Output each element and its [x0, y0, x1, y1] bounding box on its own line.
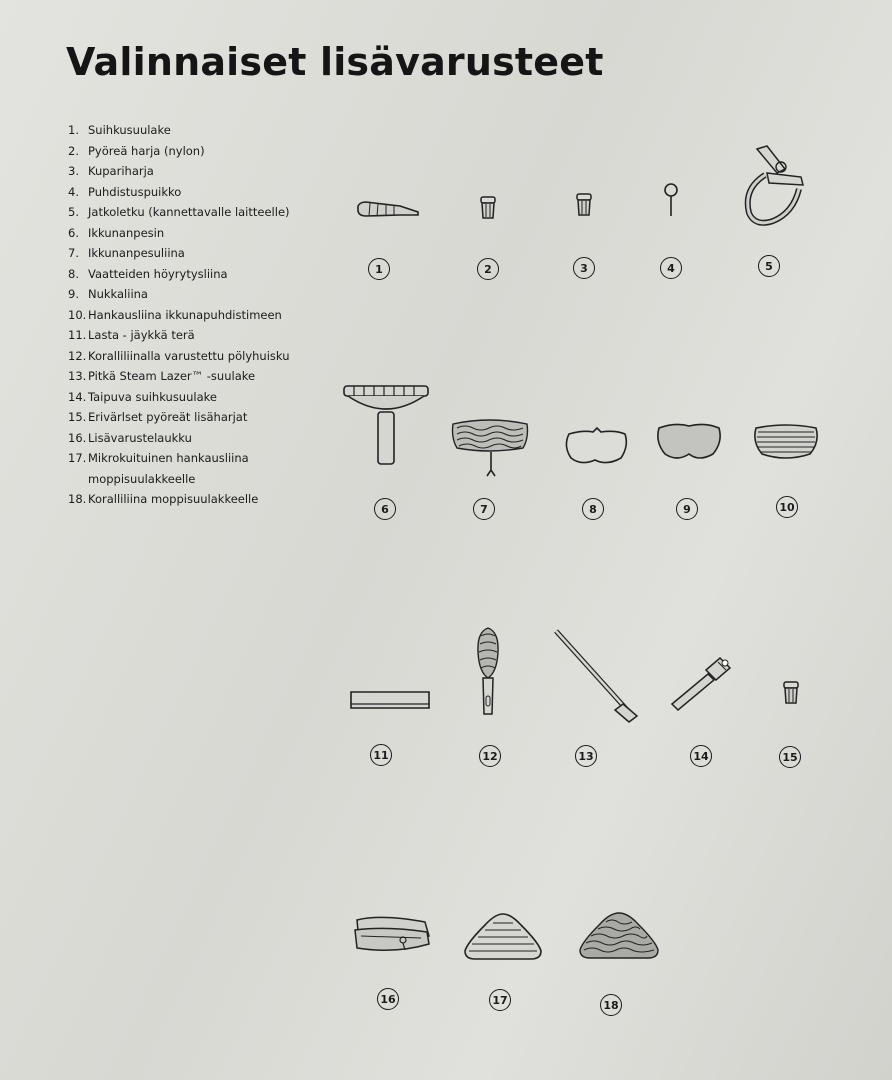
squeegee-blade-icon [349, 688, 431, 712]
item-number-badge: 4 [660, 257, 682, 279]
list-item: 16. Lisävarustelaukku [68, 430, 192, 445]
item-number-badge: 16 [377, 988, 399, 1010]
lint-cloth-icon [655, 420, 723, 462]
item-number-badge: 11 [370, 744, 392, 766]
flexible-nozzle-icon [668, 654, 734, 712]
list-item: 17. Mikrokuituinen hankausliina moppisuulakkeelle [68, 451, 249, 486]
list-item: 2. Pyöreä harja (nylon) [68, 143, 205, 158]
list-item: 14. Taipuva suihkusuulake [68, 389, 217, 404]
list-item: 9. Nukkaliina [68, 287, 148, 301]
accessory-bag-icon [351, 912, 433, 954]
item-number-badge: 10 [776, 496, 798, 518]
item-number-badge: 8 [582, 498, 604, 520]
round-brush-icon [479, 196, 497, 220]
list-item: 12. Koralliliinalla varustettu pölyhuisku [68, 348, 290, 363]
window-cloth-icon [449, 414, 531, 478]
microfiber-pad-icon [461, 911, 545, 961]
list-item: 10. Hankausliina ikkunapuhdistimeen [68, 307, 282, 322]
item-number-badge: 9 [676, 498, 698, 520]
garment-steam-cloth-icon [563, 424, 629, 468]
colored-brush-icon [782, 681, 800, 705]
list-item: 6. Ikkunanpesin [68, 225, 165, 240]
list-item: 18. Koralliliina moppisuulakkeelle [68, 492, 259, 506]
copper-brush-icon [575, 193, 593, 217]
list-item: 4. Puhdistuspuikko [68, 184, 182, 199]
item-number-badge: 13 [575, 745, 597, 767]
list-item: 15. Erivärlset pyöreät lisäharjat [68, 410, 248, 424]
item-number-badge: 7 [473, 498, 495, 520]
list-item: 5. Jatkoletku (kannettavalle laitteelle) [68, 205, 290, 219]
cleaning-pin-icon [663, 182, 679, 218]
scrub-cloth-icon [752, 422, 820, 462]
list-item: 8. Vaatteiden höyrytysliina [68, 266, 228, 281]
coral-pad-icon [576, 910, 662, 962]
list-item: 11. Lasta - jäykkä terä [68, 328, 195, 342]
long-nozzle-icon [553, 628, 643, 724]
accessory-list [68, 120, 290, 510]
duster-icon [475, 626, 501, 716]
item-number-badge: 6 [374, 498, 396, 520]
list-item: 3. Kupariharja [68, 164, 154, 178]
item-number-badge: 5 [758, 255, 780, 277]
window-squeegee-icon [342, 382, 430, 466]
item-number-badge: 12 [479, 745, 501, 767]
page-title: Valinnaiset lisävarusteet [66, 40, 604, 84]
list-item: 1. Suihkusuulake [68, 123, 171, 137]
list-item: 13. Pitkä Steam Lazer™ -suulake [68, 369, 256, 383]
nozzle-icon [356, 196, 422, 222]
item-number-badge: 15 [779, 746, 801, 768]
item-number-badge: 1 [368, 258, 390, 280]
extension-hose-icon [741, 143, 809, 227]
item-number-badge: 14 [690, 745, 712, 767]
item-number-badge: 2 [477, 258, 499, 280]
list-item: 7. Ikkunanpesuliina [68, 246, 185, 260]
item-number-badge: 18 [600, 994, 622, 1016]
item-number-badge: 3 [573, 257, 595, 279]
item-number-badge: 17 [489, 989, 511, 1011]
